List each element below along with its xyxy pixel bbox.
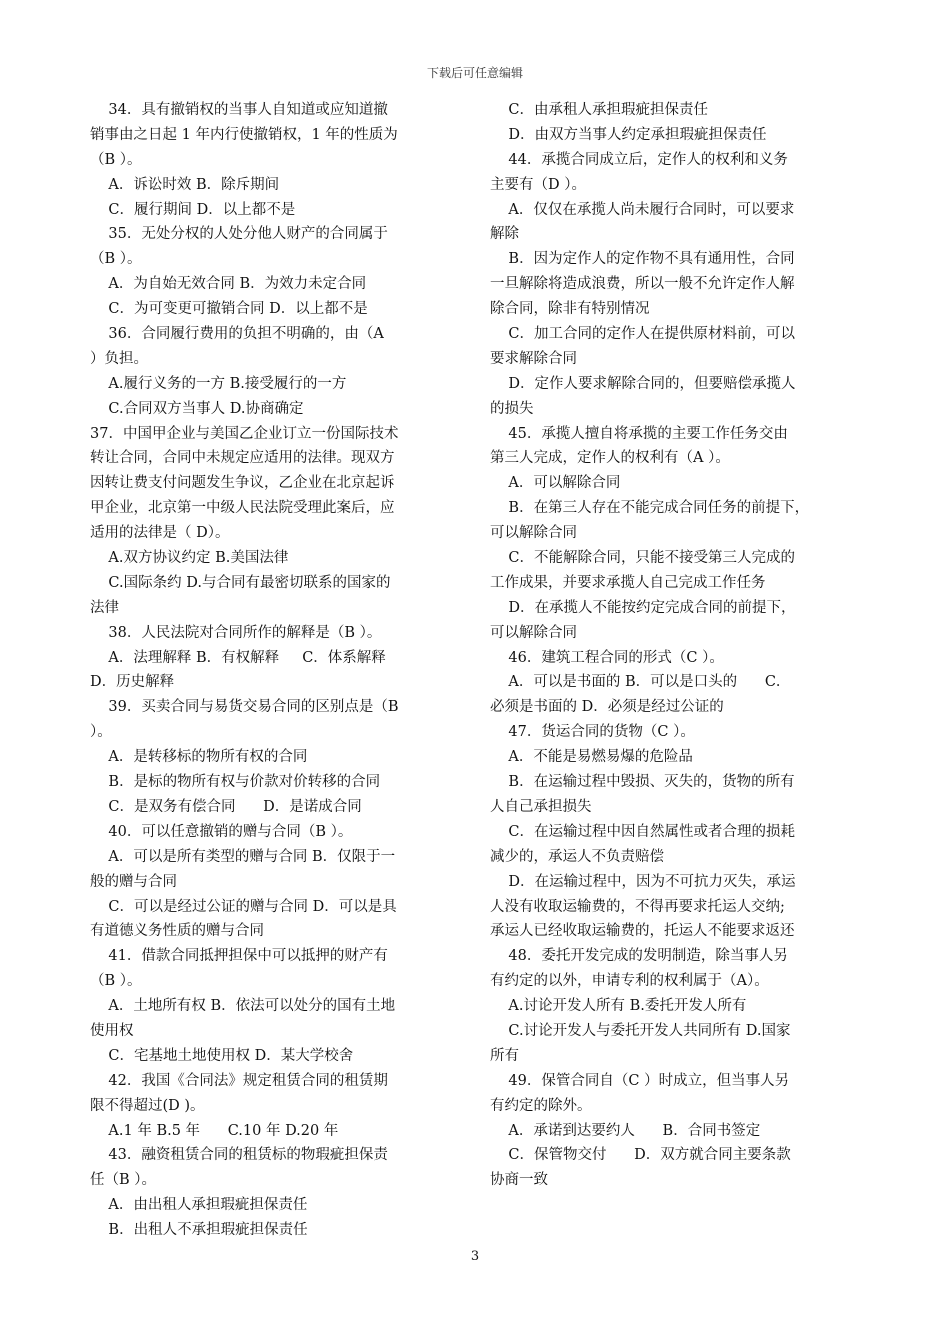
text-line: 41．借款合同抵押担保中可以抵押的财产有 [90,948,388,965]
text-line: A．可以是书面的 B．可以是口头的 C． [490,674,791,691]
text-line: 第三人完成，定作人的权利有（A ）。 [490,450,730,467]
text-line: 46．建筑工程合同的形式（C ）。 [490,649,724,666]
text-line: 人没有收取运输费的，不得再要求托运人交纳; [490,898,785,915]
text-line: 人自己承担损失 [490,798,592,815]
text-line: （B ）。 [90,251,142,268]
text-line: 34．具有撤销权的当事人自知道或应知道撤 [90,102,388,118]
text-line: D．历史解释 [90,674,175,691]
text-line: 47．货运合同的货物（C ）。 [490,724,695,741]
text-line: 主要有（D ）。 [490,176,586,193]
text-line: 适用的法律是（ D）。 [90,525,230,542]
text-line: A．不能是易燃易爆的危险品 [490,749,693,766]
text-line: D．在运输过程中，因为不可抗力灭失，承运 [490,873,796,890]
text-line: A．为自始无效合同 B．为效力未定合同 [90,276,367,293]
text-line: 般的赠与合同 [90,873,177,890]
text-line: 因转让费支付问题发生争议，乙企业在北京起诉 [90,475,395,492]
page-number: 3 [470,1249,480,1264]
text-line: D．由双方当事人约定承担瑕疵担保责任 [490,126,767,143]
text-line: 42．我国《合同法》规定租赁合同的租赁期 [90,1072,388,1089]
text-line: ）负担。 [90,350,148,367]
text-line: 49．保管合同自（C ）时成立，但当事人另 [490,1072,790,1089]
text-line: B．在运输过程中毁损、灭失的，货物的所有 [490,774,795,791]
text-line: 43．融资租赁合同的租赁标的物瑕疵担保责 [90,1147,388,1164]
text-line: A．可以解除合同 [490,475,621,492]
text-line: 甲企业，北京第一中级人民法院受理此案后，应 [90,500,395,517]
text-line: （B ）。 [90,151,142,168]
text-line: （B ）。 [90,973,142,990]
text-line: B．因为定作人的定作物不具有通用性，合同 [490,251,795,268]
text-line: C．加工合同的定作人在提供原材料前，可以 [490,326,796,343]
text-line: 可以解除合同 [490,525,577,542]
text-line: A.讨论开发人所有 B.委托开发人所有 [490,998,747,1015]
text-line: C．宅基地土地使用权 D．某大学校舍 [90,1047,354,1064]
text-line: B．出租人不承担瑕疵担保责任 [90,1222,308,1239]
text-line: 必须是书面的 D．必须是经过公证的 [490,699,724,716]
text-line: B．是标的物所有权与价款对价转移的合同 [90,774,381,791]
left-column [90,98,462,1243]
text-line: 解除 [490,226,519,243]
text-line: 销事由之日起 1 年内行使撤销权，1 年的性质为 [90,126,398,143]
text-line: 45．承揽人擅自将承揽的主要工作任务交由 [490,425,788,442]
text-line: 法律 [90,599,119,616]
text-line: 使用权 [90,1022,134,1039]
text-line: C．履行期间 D．以上都不是 [90,201,296,218]
text-line: A.履行义务的一方 B.接受履行的一方 [90,375,347,392]
text-line: 任（B ）。 [90,1172,157,1189]
text-line: C.国际条约 D.与合同有最密切联系的国家的 [90,574,391,591]
text-line: 有道德义务性质的赠与合同 [90,923,264,940]
text-line: C．由承租人承担瑕疵担保责任 [490,102,709,118]
text-line: C.合同双方当事人 D.协商确定 [90,400,304,417]
text-line: 所有 [490,1047,519,1064]
text-line: A．承诺到达要约人 B．合同书签定 [490,1122,761,1139]
text-line: C．可以是经过公证的赠与合同 D．可以是具 [90,898,397,915]
text-line: 的损失 [490,400,534,417]
text-line: C．是双务有偿合同 D．是诺成合同 [90,798,362,815]
text-line: D．定作人要求解除合同的，但要赔偿承揽人 [490,375,796,392]
text-line: A．法理解释 B．有权解释 C．体系解释 [90,649,386,666]
text-line: 36．合同履行费用的负担不明确的，由（A [90,326,384,343]
text-line: C．不能解除合同，只能不接受第三人完成的 [490,550,796,567]
text-line: 减少的，承运人不负责赔偿 [490,848,664,865]
text-line: A．是转移标的物所有权的合同 [90,749,308,766]
text-line: A．可以是所有类型的赠与合同 B．仅限于一 [90,848,396,865]
text-line: 除合同，除非有特别情况 [490,301,650,318]
text-line: 要求解除合同 [490,350,577,367]
text-line: 37．中国甲企业与美国乙企业订立一份国际技术 [90,425,399,442]
right-column [490,98,862,1193]
text-line: 转让合同，合同中未规定应适用的法律。现双方 [90,450,395,467]
text-line: 40．可以任意撤销的赠与合同（B ）。 [90,823,353,840]
text-line: C．在运输过程中因自然属性或者合理的损耗 [490,823,796,840]
text-line: A．土地所有权 B．依法可以处分的国有土地 [90,998,396,1015]
text-line: B．在第三人存在不能完成合同任务的前提下， [490,500,810,517]
text-line: 可以解除合同 [490,624,577,641]
text-line: 48．委托开发完成的发明制造，除当事人另 [490,948,788,965]
text-line: 有约定的除外。 [490,1097,592,1114]
text-line: C．为可变更可撤销合同 D．以上都不是 [90,301,368,318]
text-line: D．在承揽人不能按约定完成合同的前提下， [490,599,796,616]
text-line: 工作成果，并要求承揽人自己完成工作任务 [490,574,766,591]
text-line: 一旦解除将造成浪费，所以一般不允许定作人解 [490,276,795,293]
text-line: 39．买卖合同与易货交易合同的区别点是（B [90,699,399,716]
text-line: A．由出租人承担瑕疵担保责任 [90,1197,308,1214]
page-header: 下载后可任意编辑 [426,66,523,80]
text-line: 35．无处分权的人处分他人财产的合同属于 [90,226,388,243]
text-line: C.讨论开发人与委托开发人共同所有 D.国家 [490,1022,791,1039]
text-line: 承运人已经收取运输费的，托运人不能要求返还 [490,923,795,940]
text-line: A．仅仅在承揽人尚未履行合同时，可以要求 [490,201,795,218]
text-line: A.双方协议约定 B.美国法律 [90,550,289,567]
text-line: ）。 [90,724,112,741]
text-line: C．保管物交付 D．双方就合同主要条款 [490,1147,791,1164]
text-line: 有约定的以外，申请专利的权利属于（A）。 [490,973,769,990]
text-line: 38．人民法院对合同所作的解释是（B ）。 [90,624,382,641]
text-line: A.1 年 B.5 年 C.10 年 D.20 年 [90,1122,339,1139]
text-line: 协商一致 [490,1172,548,1189]
text-line: 限不得超过(D )。 [90,1097,205,1114]
text-line: 44．承揽合同成立后，定作人的权利和义务 [490,151,788,168]
text-line: A．诉讼时效 B．除斥期间 [90,176,280,193]
